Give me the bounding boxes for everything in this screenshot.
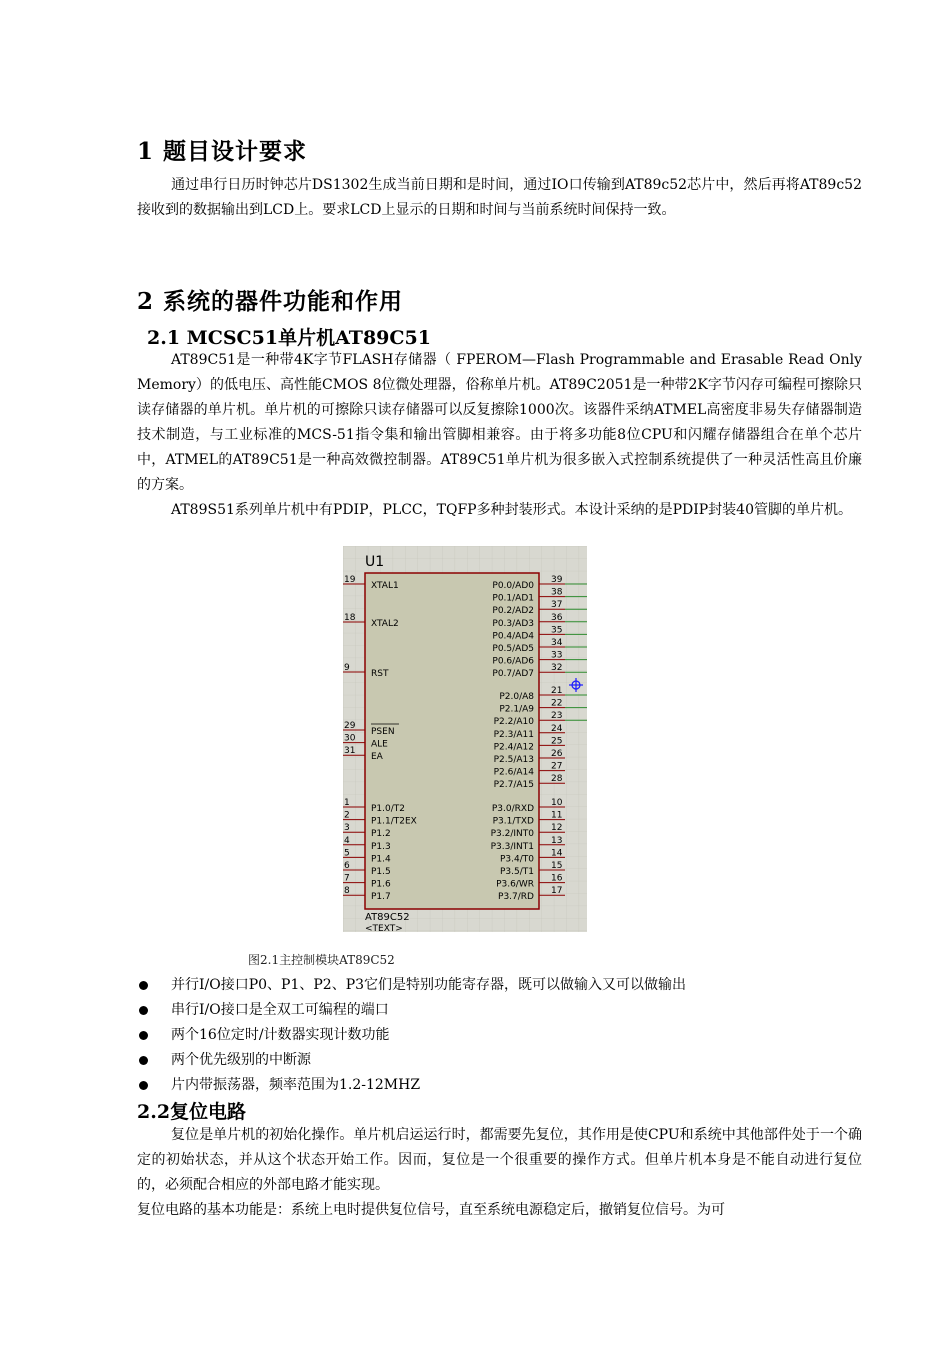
pin-name: P0.5/AD5 [492, 644, 534, 654]
pin-number: 11 [551, 810, 563, 821]
part-name-label: AT89C52 [365, 912, 410, 923]
schematic-svg [343, 546, 587, 932]
pin-name: P1.0/T2 [371, 804, 405, 814]
pin-name: P0.3/AD3 [492, 618, 534, 629]
pin-number: 22 [551, 698, 563, 709]
list-item: 片内带振荡器，频率范围为1.2-12MHZ [137, 1073, 686, 1098]
pin-number: 36 [551, 612, 563, 623]
pin-name: P2.4/A12 [493, 742, 534, 753]
pin-number: 12 [551, 823, 563, 834]
pin-name: P2.2/A10 [493, 717, 534, 728]
section-2-2-paragraph-1: 复位是单片机的初始化操作。单片机启运运行时，都需要先复位，其作用是使CPU和系统中其他部件处于一个确定的初始状态，并从这个状态开始工作。因而，复位是一个很重要的操作方式。但单片机本身是不能自动进行复位的，必须配合相应的外部电路才能实现。 [137, 1127, 862, 1193]
pin-name: P1.1/T2EX [371, 816, 417, 827]
pin-name: P2.3/A11 [493, 729, 534, 740]
at89c52-schematic-figure [343, 546, 587, 932]
pin-name: P2.7/A15 [493, 780, 534, 791]
pin-name: PSEN [371, 727, 395, 737]
section-1-paragraph: 通过串行日历时钟芯片DS1302生成当前日期和是时间，通过IO口传输到AT89c52芯片中，然后再将AT89c52接收到的数据输出到LCD上。要求LCD上显示的日期和时间与当前系统时间保持一致。 [137, 177, 862, 218]
pin-name: P2.6/A14 [493, 767, 534, 778]
list-item: 并行I/O接口P0、P1、P2、P3它们是特别功能寄存器，既可以做输入又可以做输出 [137, 973, 686, 998]
pin-number: 37 [551, 600, 563, 611]
pin-name: XTAL2 [371, 619, 399, 629]
pin-number: 15 [551, 861, 563, 871]
pin-number: 9 [344, 663, 350, 673]
pin-number: 6 [344, 861, 350, 871]
pin-number: 23 [551, 711, 563, 722]
pin-name: P1.7 [371, 892, 391, 903]
pin-number: 3 [344, 823, 350, 834]
pin-number: 27 [551, 761, 563, 772]
pin-number: 5 [344, 848, 350, 859]
pin-number: 24 [551, 723, 563, 734]
pin-number: 34 [551, 638, 563, 648]
list-item: 两个优先级别的中断源 [137, 1048, 686, 1073]
pin-name: P3.5/T1 [500, 867, 534, 877]
pin-name: EA [371, 752, 383, 763]
pin-name: P3.3/INT1 [490, 841, 534, 852]
pin-number: 35 [551, 625, 563, 636]
component-ref-label: U1 [365, 554, 385, 570]
pin-name: P0.4/AD4 [492, 631, 534, 642]
pin-name: P2.1/A9 [499, 704, 534, 715]
section-2-1-paragraph-2: AT89S51系列单片机中有PDIP，PLCC，TQFP多种封装形式。本设计采纳的是PDIP封装40管脚的单片机。 [171, 502, 852, 518]
pin-name: P0.2/AD2 [492, 606, 534, 617]
pin-number: 31 [344, 746, 356, 757]
text-placeholder-label: <TEXT> [365, 924, 403, 932]
pin-name: P0.1/AD1 [492, 593, 534, 604]
pin-number: 21 [551, 686, 563, 696]
pin-name: P0.7/AD7 [492, 669, 534, 680]
pin-number: 8 [344, 886, 350, 897]
pin-number: 4 [344, 835, 350, 846]
pin-number: 39 [551, 575, 563, 585]
bullet-icon [139, 981, 148, 990]
bullet-icon [139, 1081, 148, 1090]
pin-number: 29 [344, 721, 356, 731]
pin-number: 18 [344, 613, 356, 623]
section-2-1-paragraph-1: AT89C51是一种带4K字节FLASH存储器（ FPEROM—Flash Programmable and Erasable Read Only Memory）的低电压、高性能CMOS 8位微处理器，俗称单片机。AT89C2051是一种带2K字节闪存可编程可擦除只读存储器的单片机。单片机的可擦除只读存储器可以反复擦除1000次。该器件采纳ATMEL高密度非易失存储器制造技术制造，与工业标准的MCS-51指令集和输出管脚相兼容。由于将多功能8位CPU和闪耀存储器组合在单个芯片中，ATMEL的AT89C51是一种高效微控制器。AT89C51单片机为很多嵌入式控制系统提供了一种灵活性高且价廉的方案。 [137, 352, 862, 493]
pin-name: P1.4 [371, 854, 391, 865]
pin-name: P3.6/WR [496, 879, 534, 890]
pin-number: 14 [551, 848, 563, 859]
pin-number: 32 [551, 663, 563, 674]
pin-number: 16 [551, 873, 563, 884]
pin-name: P0.0/AD0 [492, 581, 534, 591]
pin-name: P1.6 [371, 879, 391, 890]
pin-name: ALE [371, 739, 388, 750]
list-item: 串行I/O接口是全双工可编程的端口 [137, 998, 686, 1023]
pin-number: 1 [344, 798, 350, 808]
pin-number: 19 [344, 575, 356, 585]
pin-name: P3.0/RXD [491, 804, 534, 814]
section-2-heading: 2 系统的器件功能和作用 [137, 288, 404, 315]
pin-name: RST [371, 669, 389, 679]
pin-number: 25 [551, 736, 563, 747]
pin-number: 33 [551, 650, 563, 661]
bullet-icon [139, 1031, 148, 1040]
bullet-icon [139, 1056, 148, 1065]
section-2-2-heading: 2.2复位电路 [137, 1101, 247, 1123]
pin-name: P3.4/T0 [500, 854, 534, 865]
section-2-2-paragraph-2: 复位电路的基本功能是：系统上电时提供复位信号，直至系统电源稳定后，撤销复位信号。为可 [137, 1202, 725, 1218]
pin-name: P2.5/A13 [493, 755, 534, 765]
pin-number: 30 [344, 733, 356, 744]
pin-name: P1.2 [371, 829, 391, 840]
list-item: 两个16位定时/计数器实现计数功能 [137, 1023, 686, 1048]
pin-name: P3.2/INT0 [490, 829, 534, 840]
pin-name: P0.6/AD6 [492, 656, 534, 667]
pin-number: 38 [551, 587, 563, 598]
pin-number: 2 [344, 810, 350, 821]
section-1-heading: 1 题目设计要求 [137, 138, 308, 165]
pin-number: 26 [551, 749, 563, 759]
bullet-icon [139, 1006, 148, 1015]
pin-name: P3.1/TXD [492, 816, 534, 827]
pin-name: P1.5 [371, 867, 391, 877]
section-2-1-heading: 2.1 MCSC51单片机AT89C51 [147, 327, 431, 349]
pin-number: 10 [551, 798, 563, 808]
pin-number: 28 [551, 774, 563, 785]
pin-name: P3.7/RD [498, 892, 534, 903]
pin-name: P1.3 [371, 841, 391, 852]
pin-number: 7 [344, 873, 350, 884]
pin-name: XTAL1 [371, 581, 399, 591]
feature-list [137, 973, 686, 1098]
figure-caption: 图2.1主控制模块AT89C52 [248, 953, 395, 967]
pin-number: 17 [551, 886, 563, 897]
pin-name: P2.0/A8 [499, 692, 534, 702]
pin-number: 13 [551, 835, 563, 846]
